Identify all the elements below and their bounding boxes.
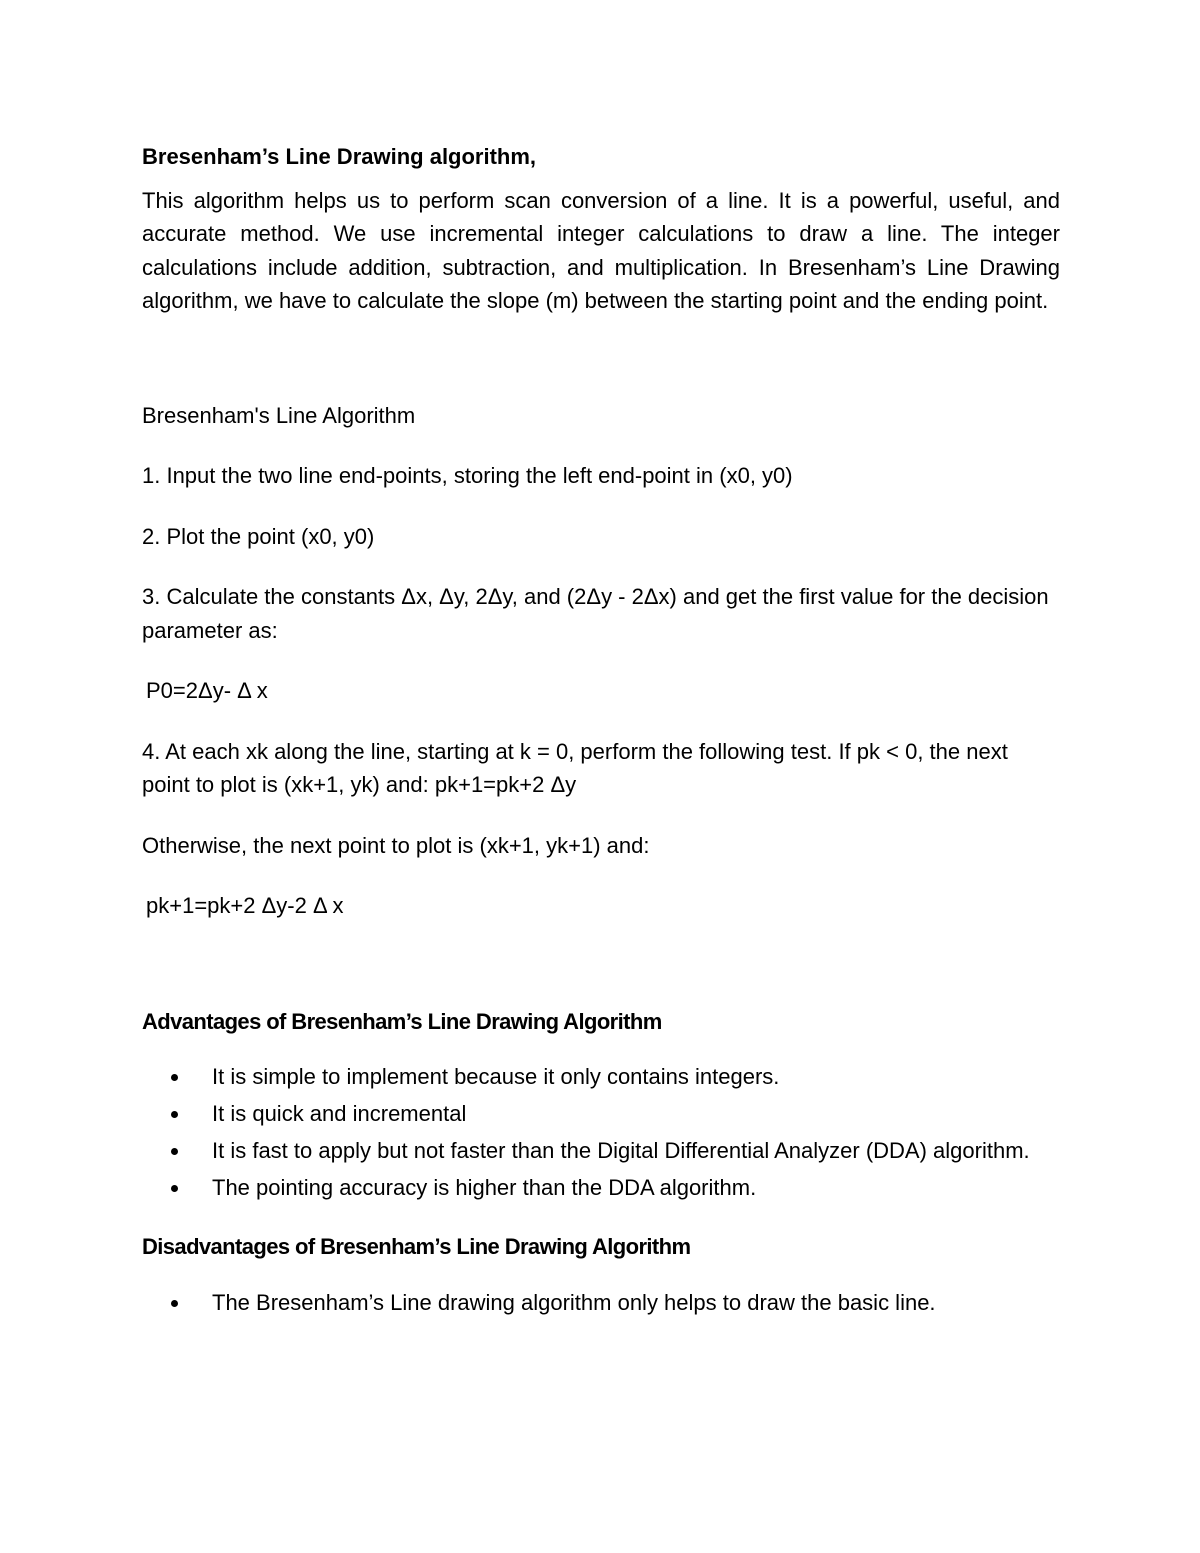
disadvantages-list xyxy=(142,1284,1060,1321)
algorithm-step-4: 4. At each xk along the line, starting at k = 0, perform the following test. If pk < 0, the next point to plot is (xk+1, yk) and: pk+1=pk+2 Δy xyxy=(142,738,1008,797)
algorithm-step-2: 2. Plot the point (x0, y0) xyxy=(142,523,375,549)
disadvantages-heading: Disadvantages of Bresenham’s Line Drawing Algorithm xyxy=(142,1234,691,1259)
intro-paragraph: This algorithm helps us to perform scan conversion of a line. It is a powerful, useful, and accurate method. We use incremental integer calculations to draw a line. The integer calculations include addition, subtraction, and multiplication. In Bresenham’s Line Drawing algorithm, we have to calculate the slope (m) between the starting point and the ending point. xyxy=(142,187,1060,313)
formula-otherwise: pk+1=pk+2 Δy-2 Δ x xyxy=(146,893,344,918)
advantages-list xyxy=(142,1058,1060,1206)
document-title: Bresenham’s Line Drawing algorithm, xyxy=(142,144,537,169)
formula-initial-decision: P0=2Δy- Δ x xyxy=(146,678,268,703)
advantages-heading: Advantages of Bresenham’s Line Drawing Algorithm xyxy=(142,1008,662,1034)
advantages-item-text: The pointing accuracy is higher than the DDA algorithm. xyxy=(212,1175,757,1200)
advantages-item-text: It is fast to apply but not faster than the Digital Differential Analyzer (DDA) algorithm. xyxy=(212,1138,1030,1163)
advantages-list-item xyxy=(142,1095,1060,1132)
algorithm-heading: Bresenham's Line Algorithm xyxy=(142,402,416,428)
algorithm-otherwise: Otherwise, the next point to plot is (xk+1, yk+1) and: xyxy=(142,832,650,858)
disadvantages-item-text: The Bresenham’s Line drawing algorithm only helps to draw the basic line. xyxy=(212,1289,936,1315)
disadvantages-list-item xyxy=(142,1284,1060,1321)
bullet-icon xyxy=(171,1300,178,1307)
bullet-icon xyxy=(171,1148,178,1155)
advantages-list-item xyxy=(142,1058,1060,1095)
advantages-item-text: It is simple to implement because it only contains integers. xyxy=(212,1064,780,1089)
document-page xyxy=(142,140,1060,1321)
bullet-icon xyxy=(171,1185,178,1192)
bullet-icon xyxy=(171,1074,178,1081)
advantages-list-item xyxy=(142,1132,1060,1169)
algorithm-step-1: 1. Input the two line end-points, storing the left end-point in (x0, y0) xyxy=(142,463,793,488)
advantages-item-text: It is quick and incremental xyxy=(212,1101,467,1126)
advantages-list-item xyxy=(142,1169,1060,1206)
algorithm-step-3: 3. Calculate the constants Δx, Δy, 2Δy, and (2Δy - 2Δx) and get the first value for the decision parameter as: xyxy=(142,584,1049,643)
bullet-icon xyxy=(171,1111,178,1118)
